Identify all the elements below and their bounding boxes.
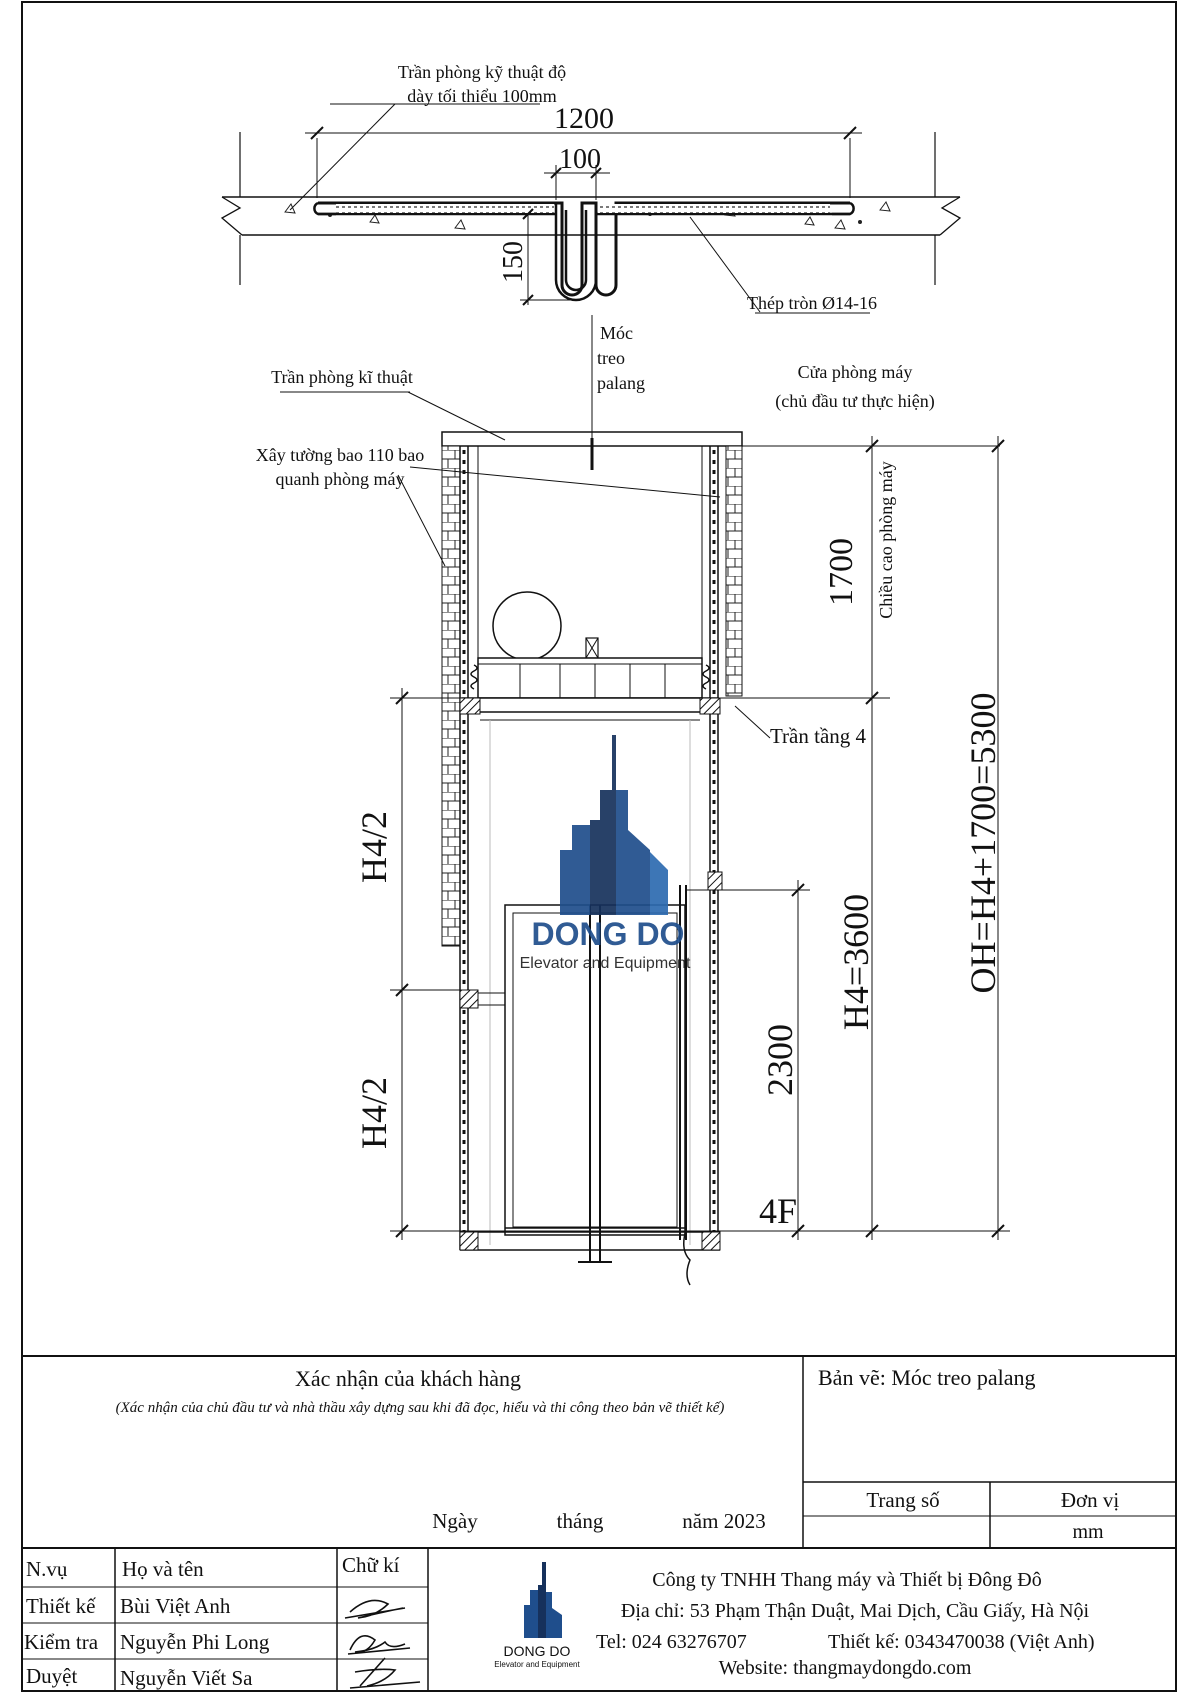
logo-tagline: Elevator and Equipment: [494, 1660, 580, 1669]
company-website: Website: thangmaydongdo.com: [718, 1657, 972, 1679]
company-name: Công ty TNHH Thang máy và Thiết bị Đông Đô: [652, 1569, 1042, 1591]
row-role-2: Kiểm tra: [24, 1630, 99, 1654]
row-name-1: Bùi Việt Anh: [120, 1594, 231, 1618]
floor4-ceiling-label: Trần tầng 4: [769, 724, 867, 748]
steel-label: Thép tròn Ø14-16: [747, 293, 877, 313]
row-name-2: Nguyễn Phi Long: [120, 1630, 270, 1654]
room-height-label: Chiều cao phòng máy: [876, 461, 896, 619]
unit-label: Đơn vị: [1060, 1488, 1120, 1512]
row-name-3: Nguyễn Viết Sa: [120, 1666, 253, 1690]
unit-value: mm: [1072, 1521, 1104, 1543]
shaft-section: [256, 315, 1010, 1285]
head-role: N.vụ: [26, 1557, 68, 1581]
signature-checker: [348, 1636, 410, 1654]
designer-phone: Thiết kế: 0343470038 (Việt Anh): [828, 1631, 1095, 1653]
dim-2300: 2300: [760, 1024, 800, 1096]
wall-label-line1: Xây tường bao 110 bao: [255, 445, 425, 465]
company-address: Địa chỉ: 53 Phạm Thận Duật, Mai Dịch, Cầu Giấy, Hà Nội: [620, 1600, 1090, 1622]
dim-oh: OH=H4+1700=5300: [963, 692, 1003, 994]
h4-half-top: H4/2: [354, 811, 394, 883]
confirm-note: (Xác nhận của chủ đầu tư và nhà thầu xây dựng sau khi đã đọc, hiểu và thi công theo bản vẽ thiết kế): [115, 1400, 725, 1416]
ceiling-hook-detail: [222, 62, 960, 313]
company-logo: [494, 1562, 580, 1669]
title-block: [22, 1356, 1176, 1691]
hook-label-line2: treo: [597, 348, 625, 368]
watermark-brand: DONG DO: [531, 916, 685, 952]
hook-label-line1: Móc: [600, 323, 633, 343]
logo-brand: DONG DO: [503, 1643, 571, 1659]
date-day: Ngày: [432, 1509, 478, 1533]
h4-half-bottom: H4/2: [354, 1077, 394, 1149]
confirm-title: Xác nhận của khách hàng: [294, 1366, 522, 1391]
page-label: Trang số: [866, 1488, 940, 1512]
ceiling-note-line1: Trần phòng kỹ thuật độ: [397, 62, 567, 82]
watermark-logo: [520, 735, 691, 972]
hook-label-line3: palang: [597, 373, 645, 393]
tech-ceiling-label: Trần phòng kĩ thuật: [271, 367, 413, 387]
company-tel: Tel: 024 63276707: [596, 1631, 747, 1653]
head-sign: Chữ kí: [342, 1553, 400, 1577]
drawing-name: Bản vẽ: Móc treo palang: [818, 1365, 1036, 1390]
floor-label: 4F: [758, 1191, 798, 1231]
door-label-line1: Cửa phòng máy: [797, 362, 913, 382]
watermark-tagline: Elevator and Equipment: [519, 955, 691, 972]
signature-designer: [345, 1600, 405, 1618]
dim-h4: H4=3600: [836, 893, 876, 1031]
wall-label-line2: quanh phòng máy: [275, 469, 405, 489]
dim-1200: 1200: [554, 102, 614, 135]
signature-approver: [350, 1658, 420, 1688]
date-year: năm 2023: [682, 1509, 766, 1533]
date-month: tháng: [556, 1509, 604, 1533]
ceiling-note-line2: dày tối thiểu 100mm: [407, 86, 557, 106]
dim-100: 100: [559, 144, 601, 175]
dim-150: 150: [498, 241, 529, 283]
door-label-line2: (chủ đầu tư thực hiện): [775, 391, 935, 411]
dim-1700: 1700: [823, 538, 860, 606]
row-role-3: Duyệt: [26, 1664, 78, 1688]
head-name: Họ và tên: [122, 1557, 204, 1581]
row-role-1: Thiết kế: [26, 1594, 96, 1618]
